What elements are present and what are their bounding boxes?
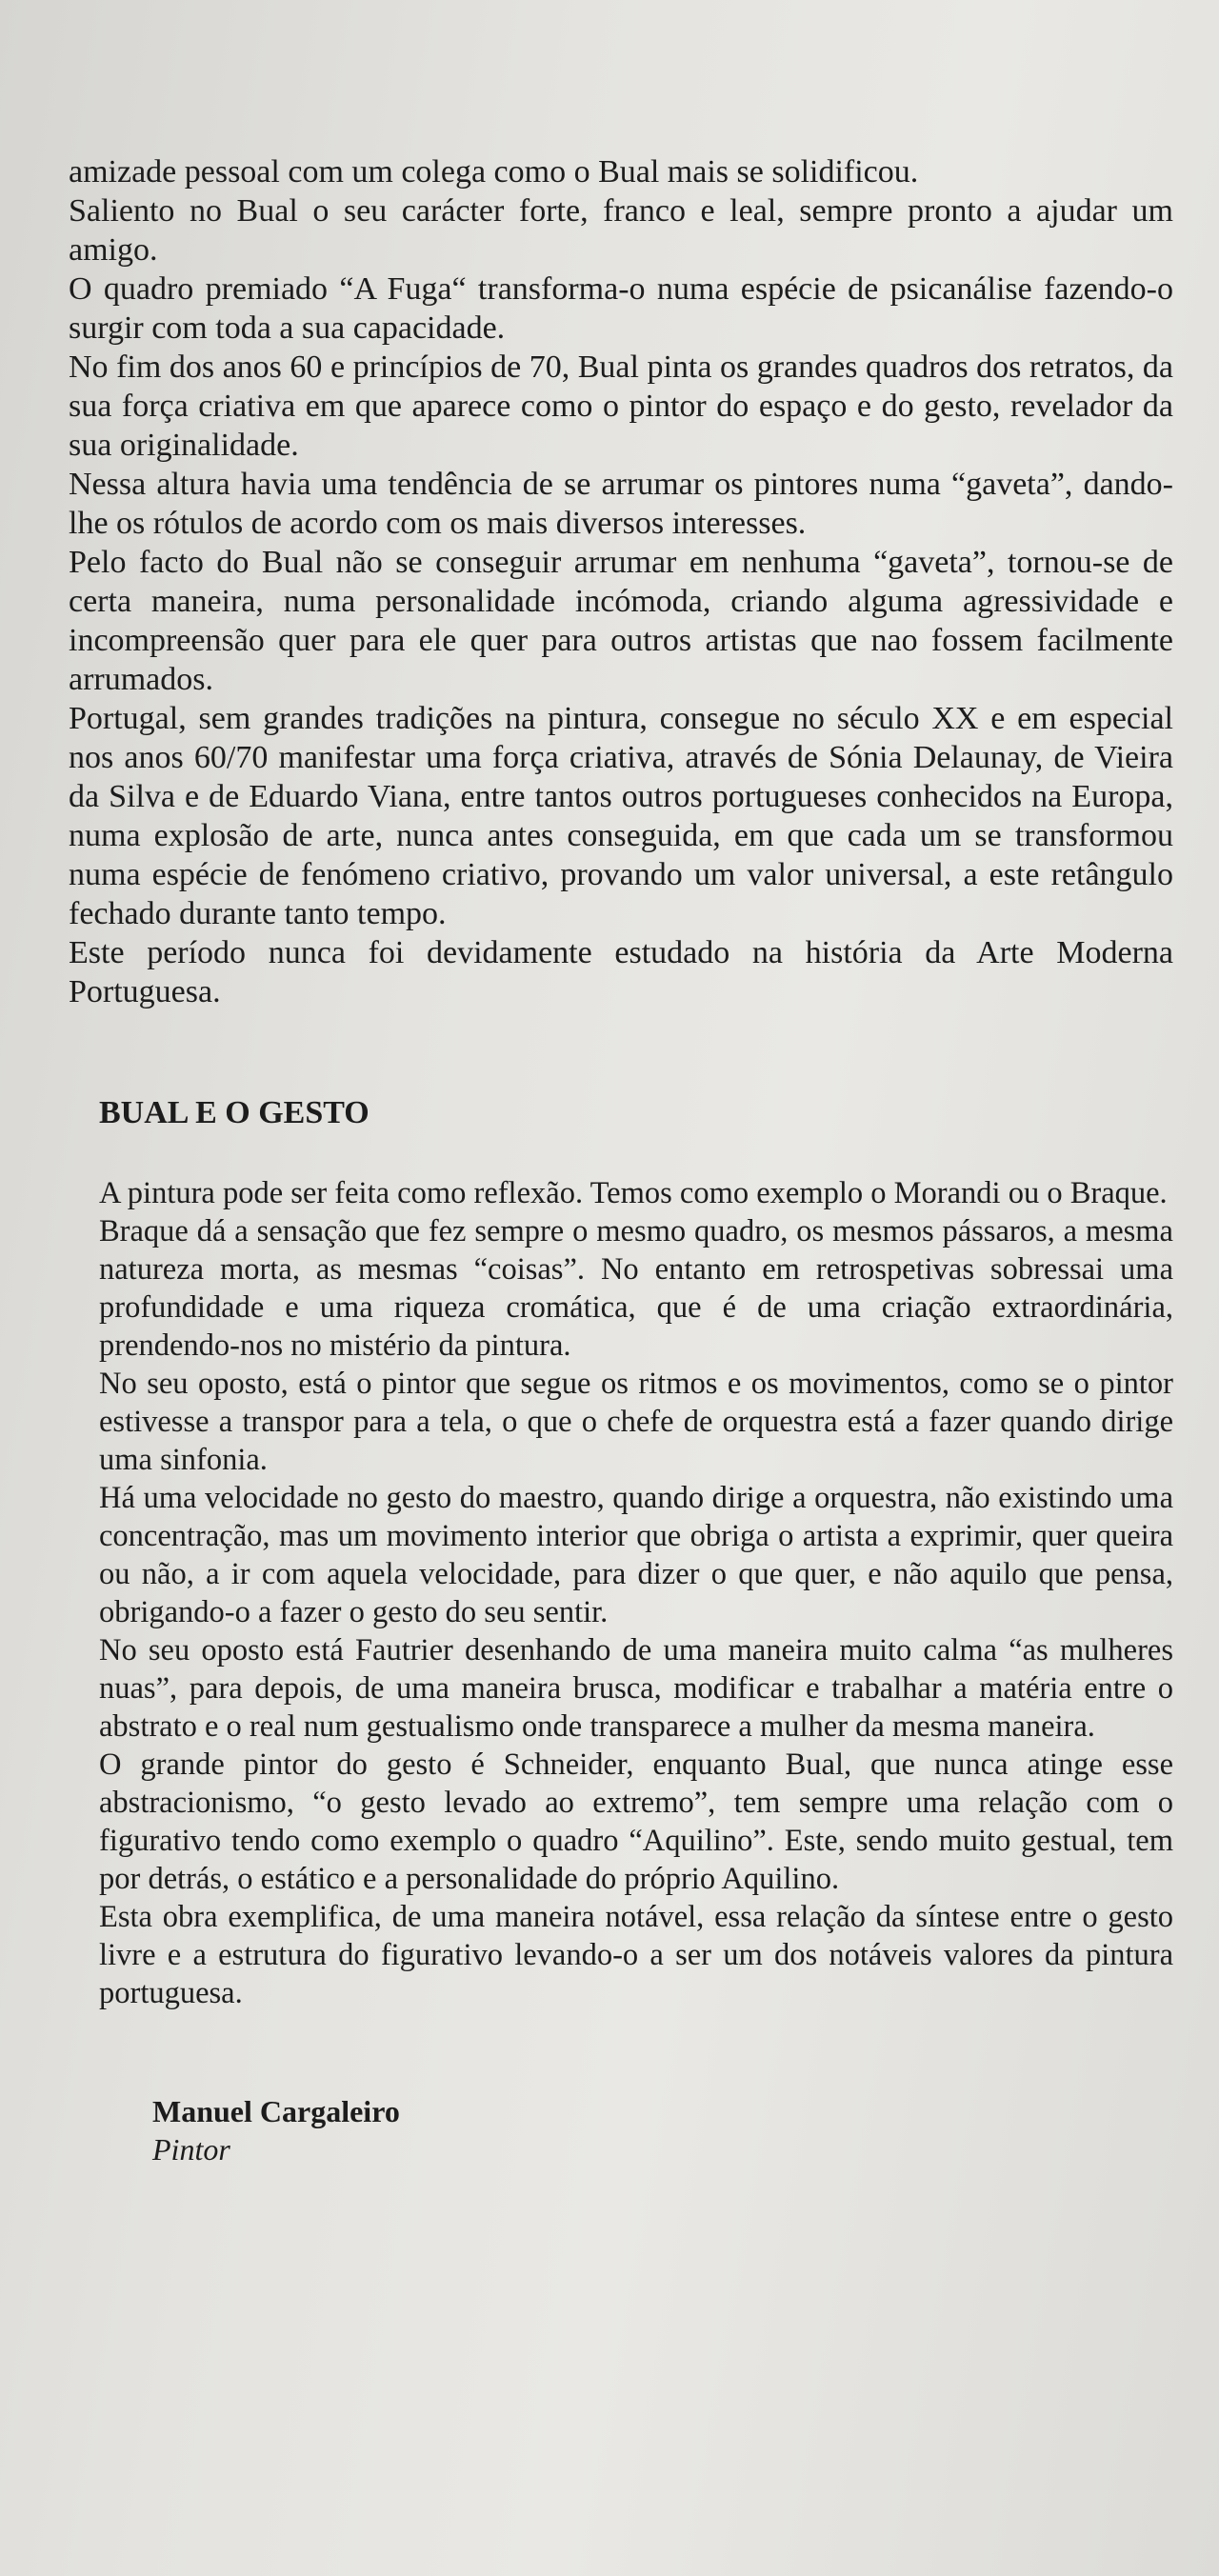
paragraph: amizade pessoal com um colega como o Bual mais se solidificou. (69, 154, 919, 190)
section-title: BUAL E O GESTO (99, 1095, 370, 1130)
paragraph: Saliento no Bual o seu carácter forte, franco e leal, sempre pronto a ajudar um amigo. (69, 193, 1173, 268)
paragraph: No fim dos anos 60 e princípios de 70, Bual pinta os grandes quadros dos retratos, da sua força criativa em que aparece como o pintor do espaço e do gesto, revelador da sua originalidade. (69, 349, 1173, 463)
paragraph: Há uma velocidade no gesto do maestro, quando dirige a orquestra, não existindo uma concentração, mas um movimento interior que obriga o artista a exprimir, quer queira ou não, a ir com aquela velocidade, para dizer o que quer, e não aquilo que pensa, obrigando-o a fazer o gesto do seu sentir. (99, 1481, 1173, 1629)
author-name: Manuel Cargaleiro (152, 2094, 400, 2128)
paragraph: Nessa altura havia uma tendência de se arrumar os pintores numa “gaveta”, dando-lhe os rótulos de acordo com os mais diversos interesses. (69, 467, 1173, 541)
paragraph: No seu oposto está Fautrier desenhando de uma maneira muito calma “as mulheres nuas”, para depois, de uma maneira brusca, modificar e trabalhar a matéria entre o abstrato e o real num gestualismo onde transparece a mulher da mesma maneira. (99, 1633, 1173, 1744)
section-bual-e-o-gesto (69, 1093, 1173, 2168)
paragraph: O quadro premiado “A Fuga“ transforma-o numa espécie de psicanálise fazendo-o surgir com toda a sua capacidade. (69, 271, 1173, 346)
paragraph: O grande pintor do gesto é Schneider, enquanto Bual, que nunca atinge esse abstracionismo, “o gesto levado ao extremo”, tem sempre uma relação com o figurativo tendo como exemplo o quadro “Aquilino”. Este, sendo muito gestual, tem por detrás, o estático e a personalidade do próprio Aquilino. (99, 1747, 1173, 1896)
section-intro (69, 152, 1173, 1011)
paragraph: No seu oposto, está o pintor que segue os ritmos e os movimentos, como se o pintor estivesse a transpor para a tela, o que o chefe de orquestra está a fazer quando dirige uma sinfonia. (99, 1367, 1173, 1477)
paragraph: Este período nunca foi devidamente estudado na história da Arte Moderna Portuguesa. (69, 935, 1173, 1009)
paragraph: Pelo facto do Bual não se conseguir arrumar em nenhuma “gaveta”, tornou-se de certa maneira, numa personalidade incómoda, criando alguma agressividade e incompreensão quer para ele quer para outros artistas que nao fossem facilmente arrumados. (69, 545, 1173, 697)
paragraph: Portugal, sem grandes tradições na pintura, consegue no século XX e em especial nos anos 60/70 manifestar uma força criativa, através de Sónia Delaunay, de Vieira da Silva e de Eduardo Viana, entre tantos outros portugueses conhecidos na Europa, numa explosão de arte, nunca antes conseguida, em que cada um se transformou numa espécie de fenómeno criativo, provando um valor universal, a este retângulo fechado durante tanto tempo. (69, 701, 1173, 931)
paragraph: A pintura pode ser feita como reflexão. Temos como exemplo o Morandi ou o Braque. (99, 1176, 1168, 1210)
author-role: Pintor (152, 2132, 230, 2167)
document-page (69, 152, 1173, 2168)
signature-block (99, 2092, 1173, 2168)
paragraph: Braque dá a sensação que fez sempre o mesmo quadro, os mesmos pássaros, a mesma natureza morta, as mesmas “coisas”. No entanto em retrospetivas sobressai uma profundidade e uma riqueza cromática, que é de uma criação extraordinária, prendendo-nos no mistério da pintura. (99, 1214, 1173, 1363)
paragraph: Esta obra exemplifica, de uma maneira notável, essa relação da síntese entre o gesto livre e a estrutura do figurativo levando-o a ser um dos notáveis valores da pintura portuguesa. (99, 1900, 1173, 2010)
